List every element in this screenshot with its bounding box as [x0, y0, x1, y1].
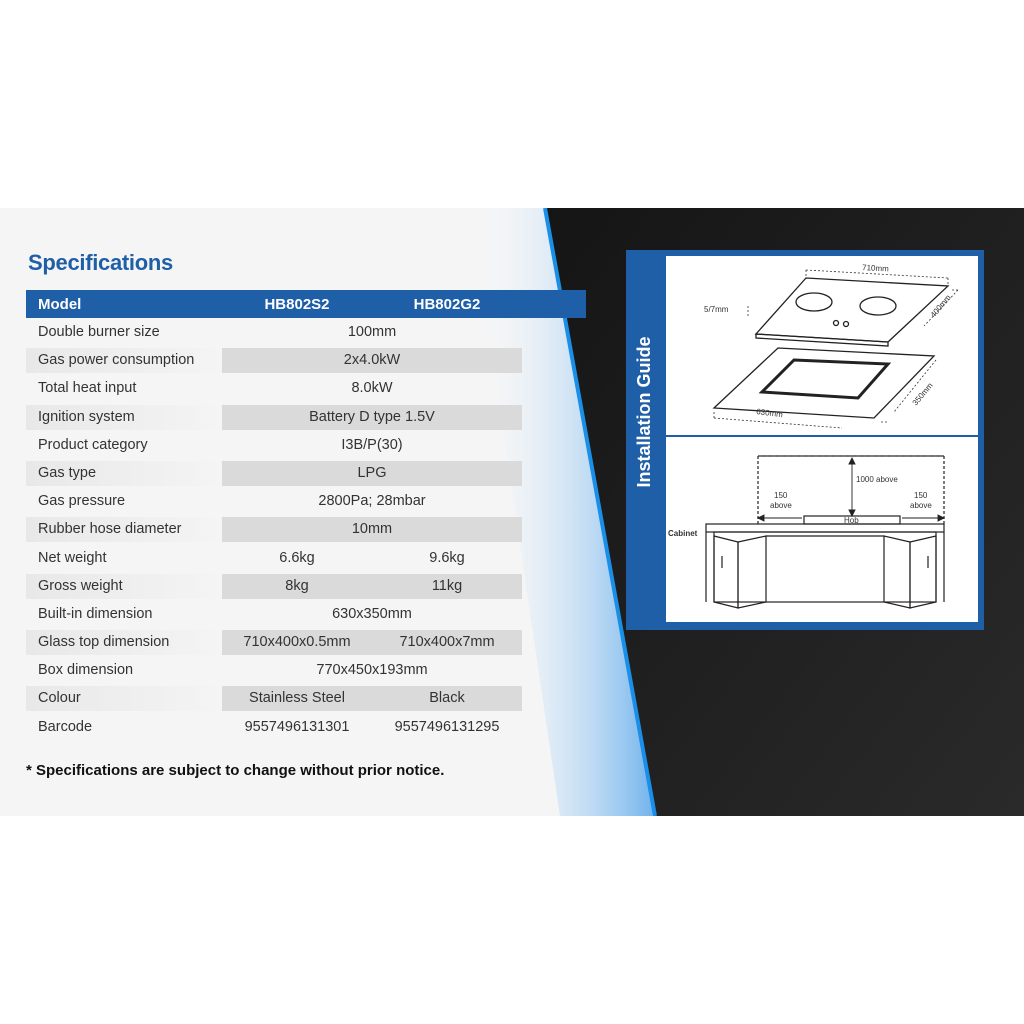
table-row [26, 600, 586, 628]
label-cabinet: Cabinet [668, 529, 698, 538]
installation-diagram-panel [666, 256, 978, 622]
installation-guide-title: Installation Guide [634, 336, 654, 488]
row-value: 770x450x193mm [316, 662, 428, 679]
table-row [26, 346, 586, 374]
row-label: Barcode [38, 718, 93, 735]
row-value-model-1: 8kg [285, 577, 309, 594]
row-value-model-2: 9557496131295 [394, 718, 500, 735]
row-label: Double burner size [38, 324, 160, 340]
row-label: Colour [38, 690, 81, 707]
row-value-model-2: 11kg [431, 577, 463, 594]
table-header-row [26, 290, 586, 318]
table-row [26, 656, 586, 684]
row-value: Battery D type 1.5V [309, 408, 435, 425]
row-label: Gas type [38, 464, 97, 481]
dim-side-left-2: above [770, 501, 792, 510]
row-label: Glass top dimension [38, 634, 170, 651]
specifications-note: * Specifications are subject to change without prior notice. [26, 762, 445, 779]
row-value-model-1: 6.6kg [279, 549, 315, 566]
row-value: 8.0kW [351, 380, 393, 397]
table-row [26, 628, 586, 656]
row-value-model-2: 710x400x7mm [399, 634, 495, 651]
dim-cutout-depth: 350mm [910, 381, 935, 408]
row-value-model-2: Black [429, 690, 465, 707]
row-label: Built-in dimension [38, 605, 153, 622]
table-row [26, 713, 586, 741]
table-row [26, 515, 586, 543]
row-label: Gross weight [38, 577, 123, 594]
row-value-model-1: 710x400x0.5mm [243, 634, 351, 651]
installation-guide [626, 250, 984, 630]
row-value-model-2: 9.6kg [429, 549, 465, 566]
dim-side-right-2: above [910, 501, 932, 510]
row-label: Rubber hose diameter [38, 521, 182, 538]
row-value-model-1: Stainless Steel [249, 690, 345, 707]
table-row [26, 684, 586, 712]
dim-side-left-1: 150 [774, 491, 788, 500]
header-model-label: Model [38, 296, 82, 313]
row-value: 2800Pa; 28mbar [318, 493, 426, 510]
dim-above: 1000 above [856, 475, 898, 484]
row-label: Gas power consumption [38, 352, 195, 369]
row-label: Total heat input [38, 380, 137, 397]
specifications-title: Specifications [28, 250, 173, 275]
cutout-drawing [714, 348, 934, 418]
table-row [26, 487, 586, 515]
row-value: LPG [357, 464, 387, 481]
row-value: 100mm [347, 324, 397, 340]
dim-side-right-1: 150 [914, 491, 928, 500]
product-banner [0, 208, 1024, 816]
row-value: 2x4.0kW [343, 352, 401, 369]
table-row [26, 374, 586, 402]
dim-thickness: 5/7mm [704, 305, 729, 314]
label-hob: Hob [844, 516, 859, 525]
header-model-2: HB802G2 [413, 296, 481, 313]
row-value: I3B/P(30) [341, 436, 403, 453]
table-row [26, 318, 586, 346]
header-model-1: HB802S2 [264, 296, 330, 313]
hob-glass-drawing [756, 278, 948, 346]
row-value-model-1: 9557496131301 [244, 718, 350, 735]
row-value: 630x350mm [332, 605, 412, 622]
specifications-table [26, 290, 586, 741]
row-label: Box dimension [38, 662, 134, 679]
row-label: Gas pressure [38, 493, 126, 510]
cabinet-drawing [706, 456, 944, 608]
dim-cutout-width: 630mm [755, 407, 784, 420]
installation-diagram [666, 256, 978, 622]
row-label: Ignition system [38, 408, 135, 425]
table-row [26, 544, 586, 572]
dim-width-top: 710mm [861, 263, 890, 274]
table-row [26, 431, 586, 459]
row-label: Net weight [38, 549, 107, 566]
row-label: Product category [38, 436, 148, 453]
row-value: 10mm [351, 521, 393, 538]
table-row [26, 459, 586, 487]
dim-depth-top: 400mm [928, 293, 953, 320]
table-row [26, 572, 586, 600]
table-row [26, 403, 586, 431]
